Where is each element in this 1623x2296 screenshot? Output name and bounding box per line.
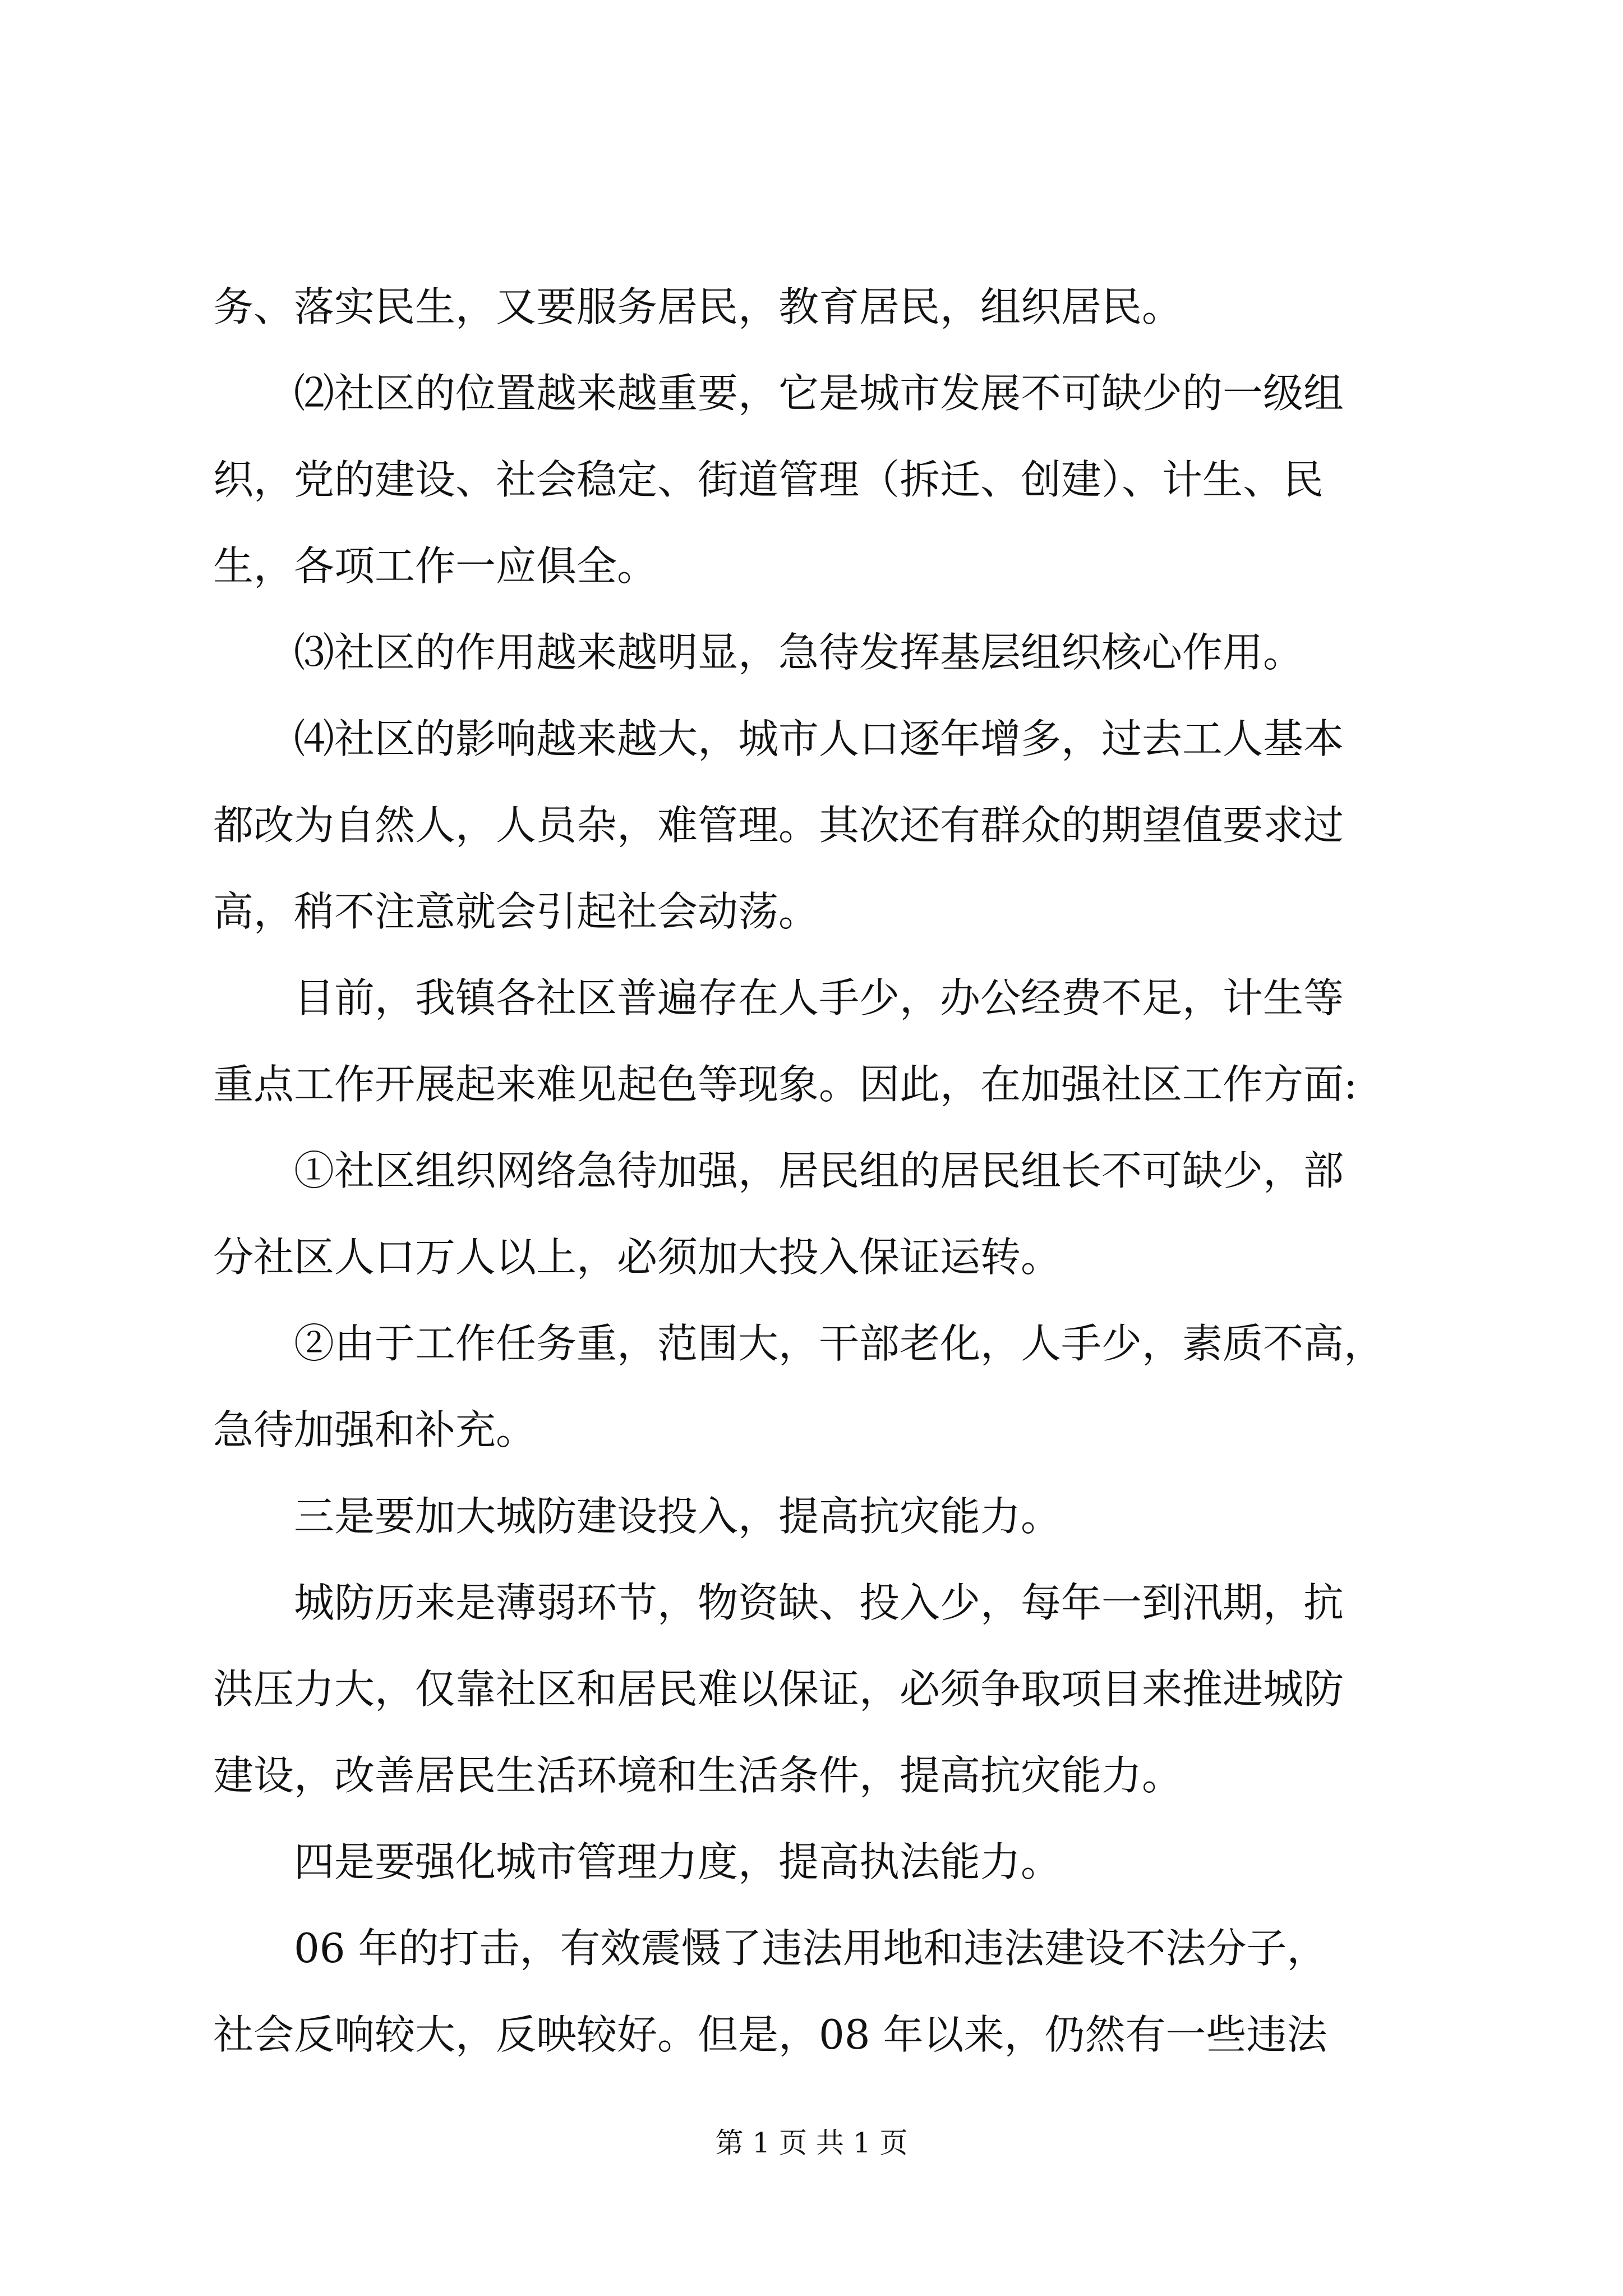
text-line: 织，党的建设、社会稳定、街道管理（拆迁、创建）、计生、民 [213, 456, 1324, 503]
text-line: 急待加强和补充。 [213, 1406, 537, 1453]
text-line: ⑵社区的位置越来越重要，它是城市发展不可缺少的一级组 [294, 370, 1344, 417]
text-line: 重点工作开展起来难见起色等现象。因此，在加强社区工作方面: [213, 1061, 1358, 1108]
text-line: 06 年的打击，有效震慑了违法用地和违法建设不法分子， [294, 1925, 1327, 1972]
text-line: 三是要加大城防建设投入，提高抗灾能力。 [294, 1493, 1062, 1540]
text-line: 都改为自然人，人员杂，难管理。其次还有群众的期望值要求过 [213, 802, 1344, 849]
text-line: 生，各项工作一应俱全。 [213, 542, 658, 590]
text-line: ⑶社区的作用越来越明显，急待发挥基层组织核心作用。 [294, 629, 1304, 676]
document-body [213, 264, 1419, 2078]
text-line: 高，稍不注意就会引起社会动荡。 [213, 888, 819, 935]
text-line: 城防历来是薄弱环节，物资缺、投入少，每年一到汛期，抗 [294, 1579, 1344, 1626]
text-line: 社会反响较大，反映较好。但是，08 年以来，仍然有一些违法 [213, 2011, 1327, 2058]
page-footer: 第 1 页 共 1 页 [715, 2127, 908, 2159]
text-line: 目前，我镇各社区普遍存在人手少，办公经费不足，计生等 [294, 974, 1344, 1022]
text-line: 分社区人口万人以上，必须加大投入保证运转。 [213, 1234, 1062, 1281]
text-line: 建设，改善居民生活环境和生活条件，提高抗灾能力。 [213, 1752, 1183, 1799]
text-line: 洪压力大，仅靠社区和居民难以保证，必须争取项目来推进城防 [213, 1665, 1344, 1713]
text-line: ⑷社区的影响越来越大，城市人口逐年增多，过去工人基本 [294, 715, 1344, 762]
text-line: 务、落实民生，又要服务居民，教育居民，组织居民。 [213, 283, 1183, 330]
text-line: ②由于工作任务重，范围大，干部老化，人手少，素质不高， [294, 1320, 1385, 1367]
text-line: 四是要强化城市管理力度，提高执法能力。 [294, 1838, 1062, 1885]
text-line: ①社区组织网络急待加强，居民组的居民组长不可缺少，部 [294, 1147, 1344, 1194]
